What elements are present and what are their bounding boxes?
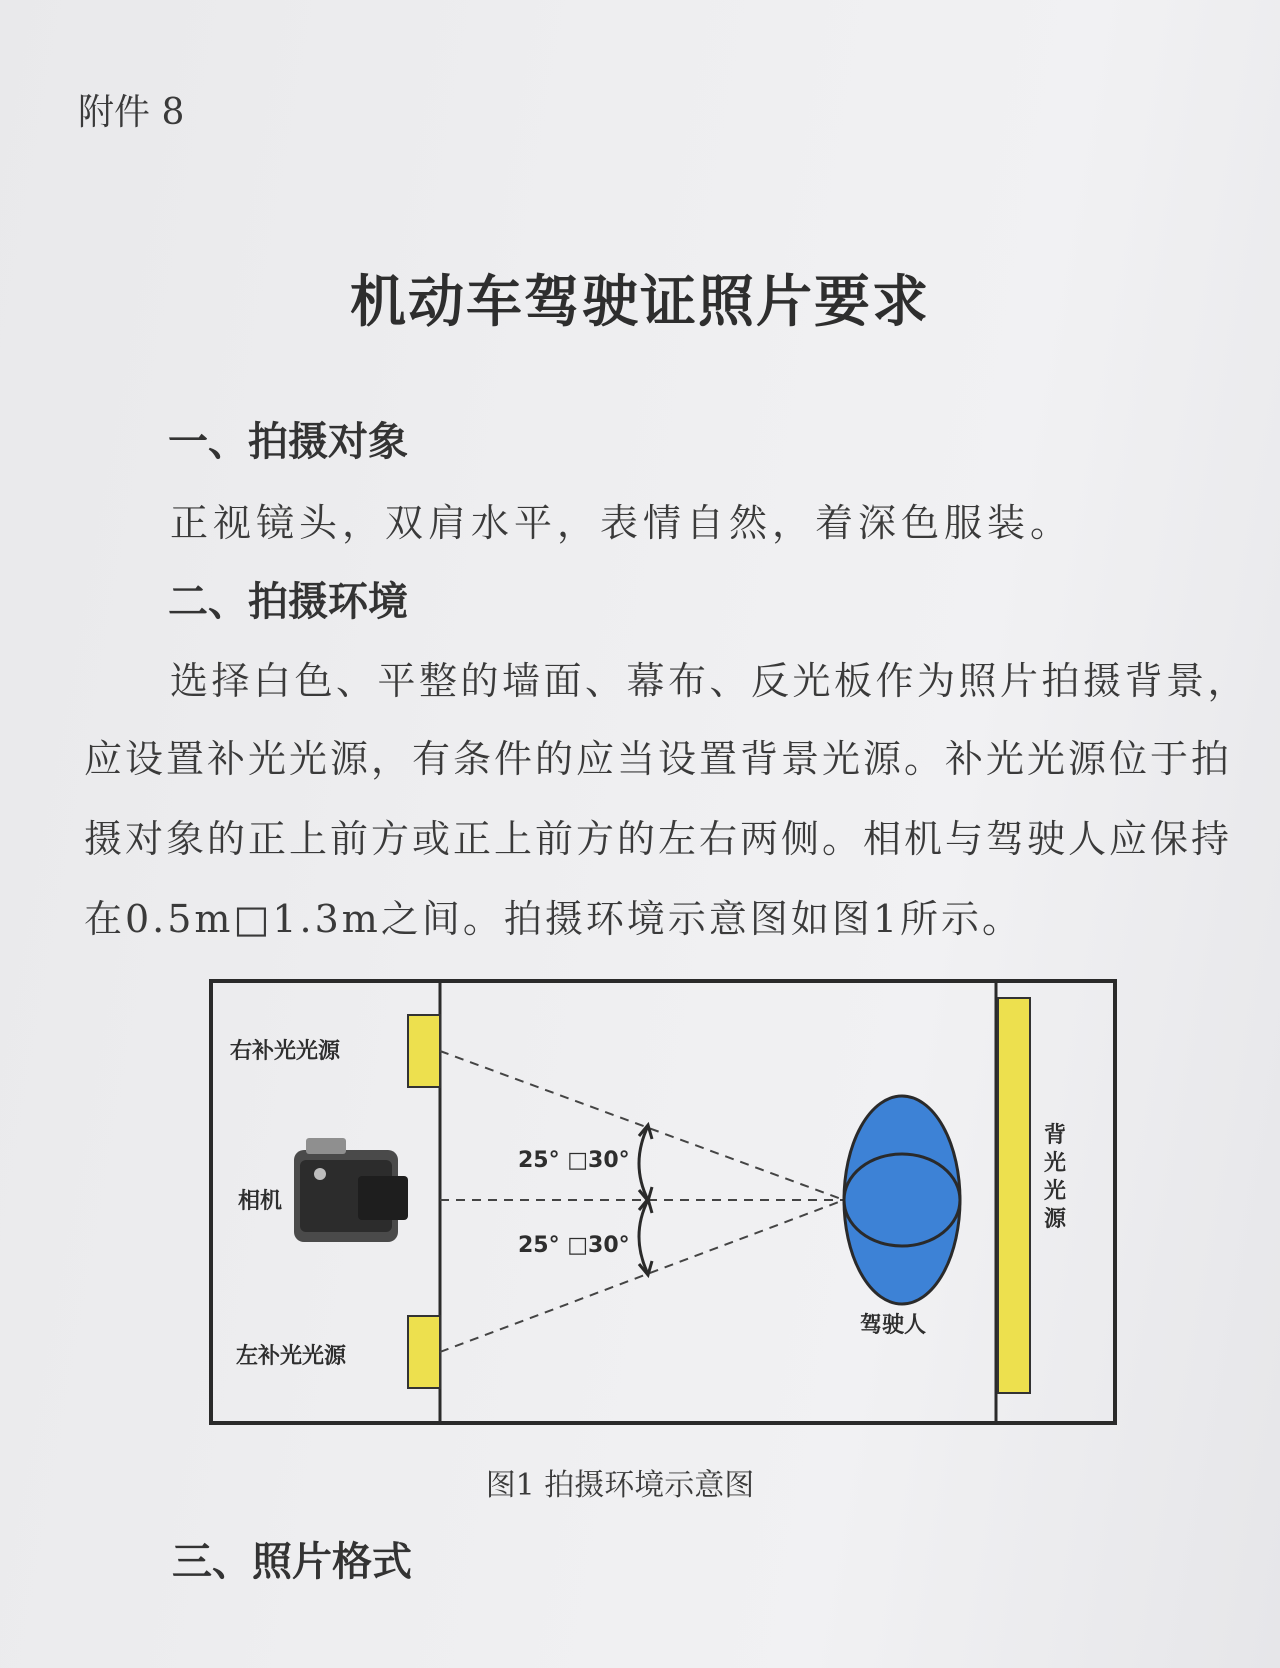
driver-label: 驾驶人 (860, 1313, 927, 1338)
page-title: 机动车驾驶证照片要求 (350, 269, 930, 335)
section-heading-environment: 二、拍摄环境 (168, 578, 408, 625)
paragraph-environment-line: 选择白色、平整的墙面、幕布、反光板作为照片拍摄背景， (170, 659, 1250, 703)
upper-angle-label: 25° □30° (518, 1148, 630, 1173)
lower-angle-arc (639, 1200, 648, 1274)
paragraph-environment-line: 在0.5m□1.3m之间。拍摄环境示意图如图1所示。 (84, 897, 1024, 941)
section-heading-photo-format: 三、照片格式 (172, 1538, 412, 1585)
figure-caption: 图1 拍摄环境示意图 (485, 1468, 755, 1503)
driver-head-ellipse (844, 1096, 960, 1304)
lower-angle-label: 25° □30° (518, 1233, 630, 1258)
paragraph-environment-line: 应设置补光光源，有条件的应当设置背景光源。补光光源位于拍 (84, 737, 1233, 781)
section-heading-subject: 一、拍摄对象 (168, 418, 408, 465)
backlight-label-char: 源 (1044, 1207, 1067, 1232)
upper-angle-arc (639, 1126, 648, 1200)
backlight-block (998, 998, 1030, 1393)
lower-ray (440, 1200, 844, 1352)
paragraph-environment-line: 摄对象的正上前方或正上前方的左右两侧。相机与驾驶人应保持 (84, 817, 1233, 861)
backlight-label-char: 光 (1044, 1151, 1067, 1176)
left-fill-light-label: 左补光光源 (236, 1344, 347, 1369)
upper-ray (440, 1051, 844, 1200)
right-fill-light-label: 右补光光源 (230, 1039, 341, 1064)
camera-label: 相机 (238, 1189, 283, 1214)
backlight-label-char: 背 (1044, 1123, 1067, 1148)
paragraph-subject: 正视镜头，双肩水平，表情自然，着深色服装。 (170, 501, 1074, 545)
camera-icon (294, 1138, 408, 1242)
right-fill-light-block (408, 1015, 440, 1087)
light-rays (440, 1051, 844, 1352)
shooting-environment-diagram (208, 978, 1118, 1426)
backlight-label-char: 光 (1044, 1179, 1067, 1204)
attachment-label: 附件 8 (78, 92, 185, 133)
left-fill-light-block (408, 1316, 440, 1388)
